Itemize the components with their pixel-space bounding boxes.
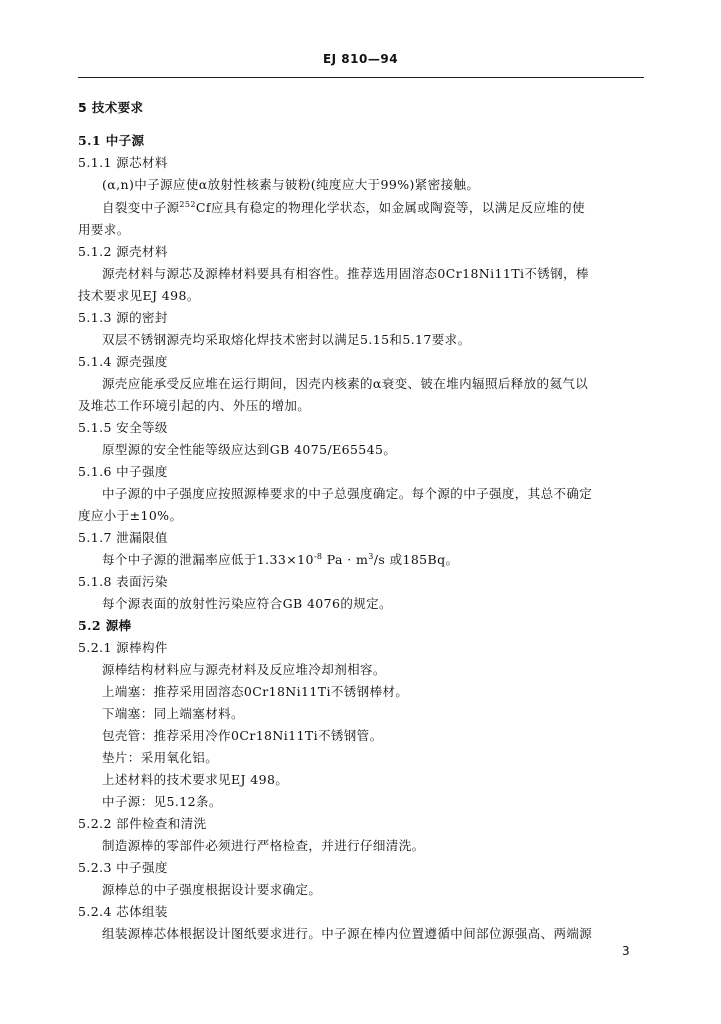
superscript: 252 xyxy=(179,200,196,209)
paragraph-line: 垫片：采用氧化铝。 xyxy=(102,750,219,765)
subsection-heading: 5.2.4 芯体组装 xyxy=(78,904,168,919)
subsection-heading: 5.2.3 中子强度 xyxy=(78,860,168,875)
paragraph-line: 中子源：见5.12条。 xyxy=(102,794,222,809)
subsection-heading: 5.1.3 源的密封 xyxy=(78,310,168,325)
subsection-heading: 5.1.4 源壳强度 xyxy=(78,354,168,369)
paragraph-line: 源棒结构材料应与源壳材料及反应堆冷却剂相容。 xyxy=(102,662,386,677)
paragraph-line: 用要求。 xyxy=(78,222,130,237)
paragraph-line: (α,n)中子源应使α放射性核素与铍粉(纯度应大于99%)紧密接触。 xyxy=(102,177,480,192)
paragraph-line xyxy=(102,552,458,568)
paragraph-line: 源棒总的中子强度根据设计要求确定。 xyxy=(102,882,322,897)
section-heading: 5 技术要求 xyxy=(78,100,144,115)
subsection-heading: 5.1.8 表面污染 xyxy=(78,574,168,589)
paragraph-line: 源壳材料与源芯及源棒材料要具有相容性。推荐选用固溶态0Cr18Ni11Ti不锈钢，棒 xyxy=(102,266,589,281)
superscript: 3 xyxy=(368,552,374,561)
paragraph-line: 组装源棒芯体根据设计图纸要求进行。中子源在棒内位置遵循中间部位源强高、两端源 xyxy=(102,926,593,941)
text-run: Pa · m xyxy=(322,552,369,567)
text-run: Cf应具有稳定的物理化学状态，如金属或陶瓷等，以满足反应堆的使 xyxy=(195,200,585,215)
subsection-heading: 5.1.1 源芯材料 xyxy=(78,155,168,170)
text-run: 自裂变中子源 xyxy=(102,200,180,215)
paragraph-line: 技术要求见EJ 498。 xyxy=(78,288,200,303)
text-run: 每个中子源的泄漏率应低于1.33×10 xyxy=(102,552,314,567)
subsection-heading: 5.1.5 安全等级 xyxy=(78,420,168,435)
subsection-heading: 5.1.2 源壳材料 xyxy=(78,244,168,259)
paragraph-line: 源壳应能承受反应堆在运行期间，因壳内核素的α衰变、铍在堆内辐照后释放的氦气以 xyxy=(102,376,589,391)
paragraph-line: 中子源的中子强度应按照源棒要求的中子总强度确定。每个源的中子强度，其总不确定 xyxy=(102,486,593,501)
paragraph-line: 上端塞：推荐采用固溶态0Cr18Ni11Ti不锈钢棒材。 xyxy=(102,684,409,699)
subsection-heading: 5.2.2 部件检查和清洗 xyxy=(78,816,207,831)
subsection-heading: 5.1.7 泄漏限值 xyxy=(78,530,168,545)
paragraph-line: 度应小于±10%。 xyxy=(78,508,183,523)
paragraph-line: 每个源表面的放射性污染应符合GB 4076的规定。 xyxy=(102,596,392,611)
section-heading: 5.1 中子源 xyxy=(78,133,145,148)
page-header-code: EJ 810—94 xyxy=(322,52,399,66)
header-rule xyxy=(78,77,644,78)
paragraph-line: 制造源棒的零部件必须进行严格检查，并进行仔细清洗。 xyxy=(102,838,425,853)
paragraph-line: 上述材料的技术要求见EJ 498。 xyxy=(102,772,289,787)
subsection-heading: 5.1.6 中子强度 xyxy=(78,464,168,479)
paragraph-line: 下端塞：同上端塞材料。 xyxy=(102,706,244,721)
page-number: 3 xyxy=(622,944,630,958)
superscript: -8 xyxy=(313,552,323,561)
paragraph-line: 双层不锈钢源壳均采取熔化焊技术密封以满足5.15和5.17要求。 xyxy=(102,332,471,347)
subsection-heading: 5.2.1 源棒构件 xyxy=(78,640,168,655)
text-run: /s 或185Bq。 xyxy=(373,552,459,567)
section-heading: 5.2 源棒 xyxy=(78,618,132,633)
paragraph-line xyxy=(102,200,585,216)
paragraph-line: 原型源的安全性能等级应达到GB 4075/E65545。 xyxy=(102,442,397,457)
paragraph-line: 包壳管：推荐采用冷作0Cr18Ni11Ti不锈钢管。 xyxy=(102,728,383,743)
paragraph-line: 及堆芯工作环境引起的内、外压的增加。 xyxy=(78,398,311,413)
